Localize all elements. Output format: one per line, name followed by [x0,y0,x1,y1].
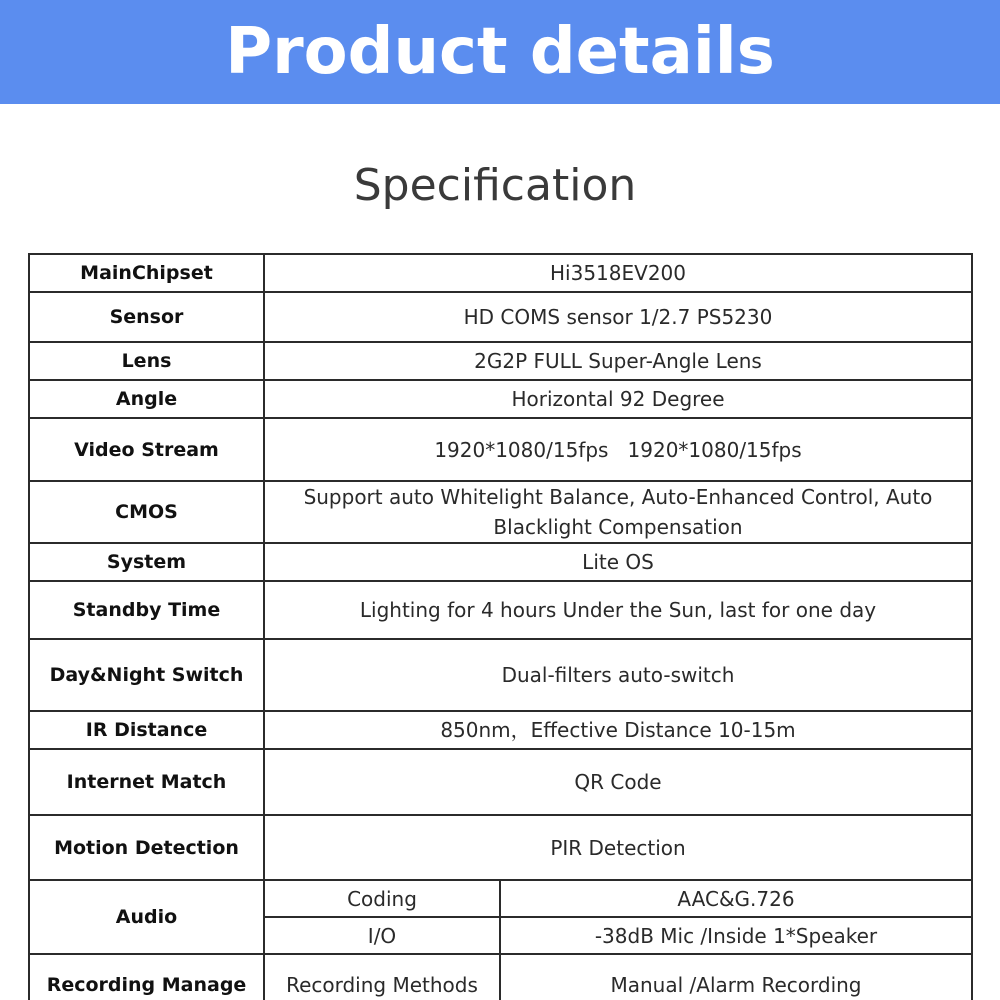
spec-label: Internet Match [29,749,264,815]
table-row [29,418,972,481]
spec-value: PIR Detection [264,815,972,880]
spec-value: Horizontal 92 Degree [264,380,972,418]
table-row [29,581,972,639]
spec-label: System [29,543,264,581]
section-title: Specification [353,160,637,211]
specification-table [28,253,973,1000]
spec-value: QR Code [264,749,972,815]
table-row [29,880,972,917]
page-title: Product details [225,15,775,89]
spec-label: Video Stream [29,418,264,481]
table-row [29,954,972,1000]
spec-label: Motion Detection [29,815,264,880]
table-row [29,254,972,292]
spec-value: AAC&G.726 [500,880,972,917]
table-row [29,543,972,581]
table-row [29,342,972,380]
spec-label: Sensor [29,292,264,342]
header-banner [0,0,1000,104]
table-row [29,380,972,418]
spec-value: -38dB Mic /Inside 1*Speaker [500,917,972,954]
spec-label: Lens [29,342,264,380]
spec-label: Angle [29,380,264,418]
spec-label: CMOS [29,481,264,543]
spec-label: Day&Night Switch [29,639,264,711]
spec-sub-label: Recording Methods [264,954,500,1000]
spec-value: 2G2P FULL Super-Angle Lens [264,342,972,380]
spec-sub-label: I/O [264,917,500,954]
table-row [29,639,972,711]
table-row [29,749,972,815]
spec-value: Manual /Alarm Recording [500,954,972,1000]
spec-label-recording: Recording Manage [29,954,264,1000]
spec-value: Support auto Whitelight Balance, Auto-Enhanced Control, Auto Blacklight Compensation [264,481,972,543]
spec-sub-label: Coding [264,880,500,917]
spec-value: HD COMS sensor 1/2.7 PS5230 [264,292,972,342]
table-row [29,711,972,749]
spec-label: IR Distance [29,711,264,749]
spec-value: Lighting for 4 hours Under the Sun, last for one day [264,581,972,639]
spec-value: 850nm，Effective Distance 10-15m [264,711,972,749]
table-row [29,815,972,880]
table-row [29,292,972,342]
spec-label-audio: Audio [29,880,264,954]
spec-value: Lite OS [264,543,972,581]
spec-value: Hi3518EV200 [264,254,972,292]
spec-value: Dual-filters auto-switch [264,639,972,711]
table-row [29,481,972,543]
spec-label: MainChipset [29,254,264,292]
spec-label: Standby Time [29,581,264,639]
spec-value: 1920*1080/15fps 1920*1080/15fps [264,418,972,481]
